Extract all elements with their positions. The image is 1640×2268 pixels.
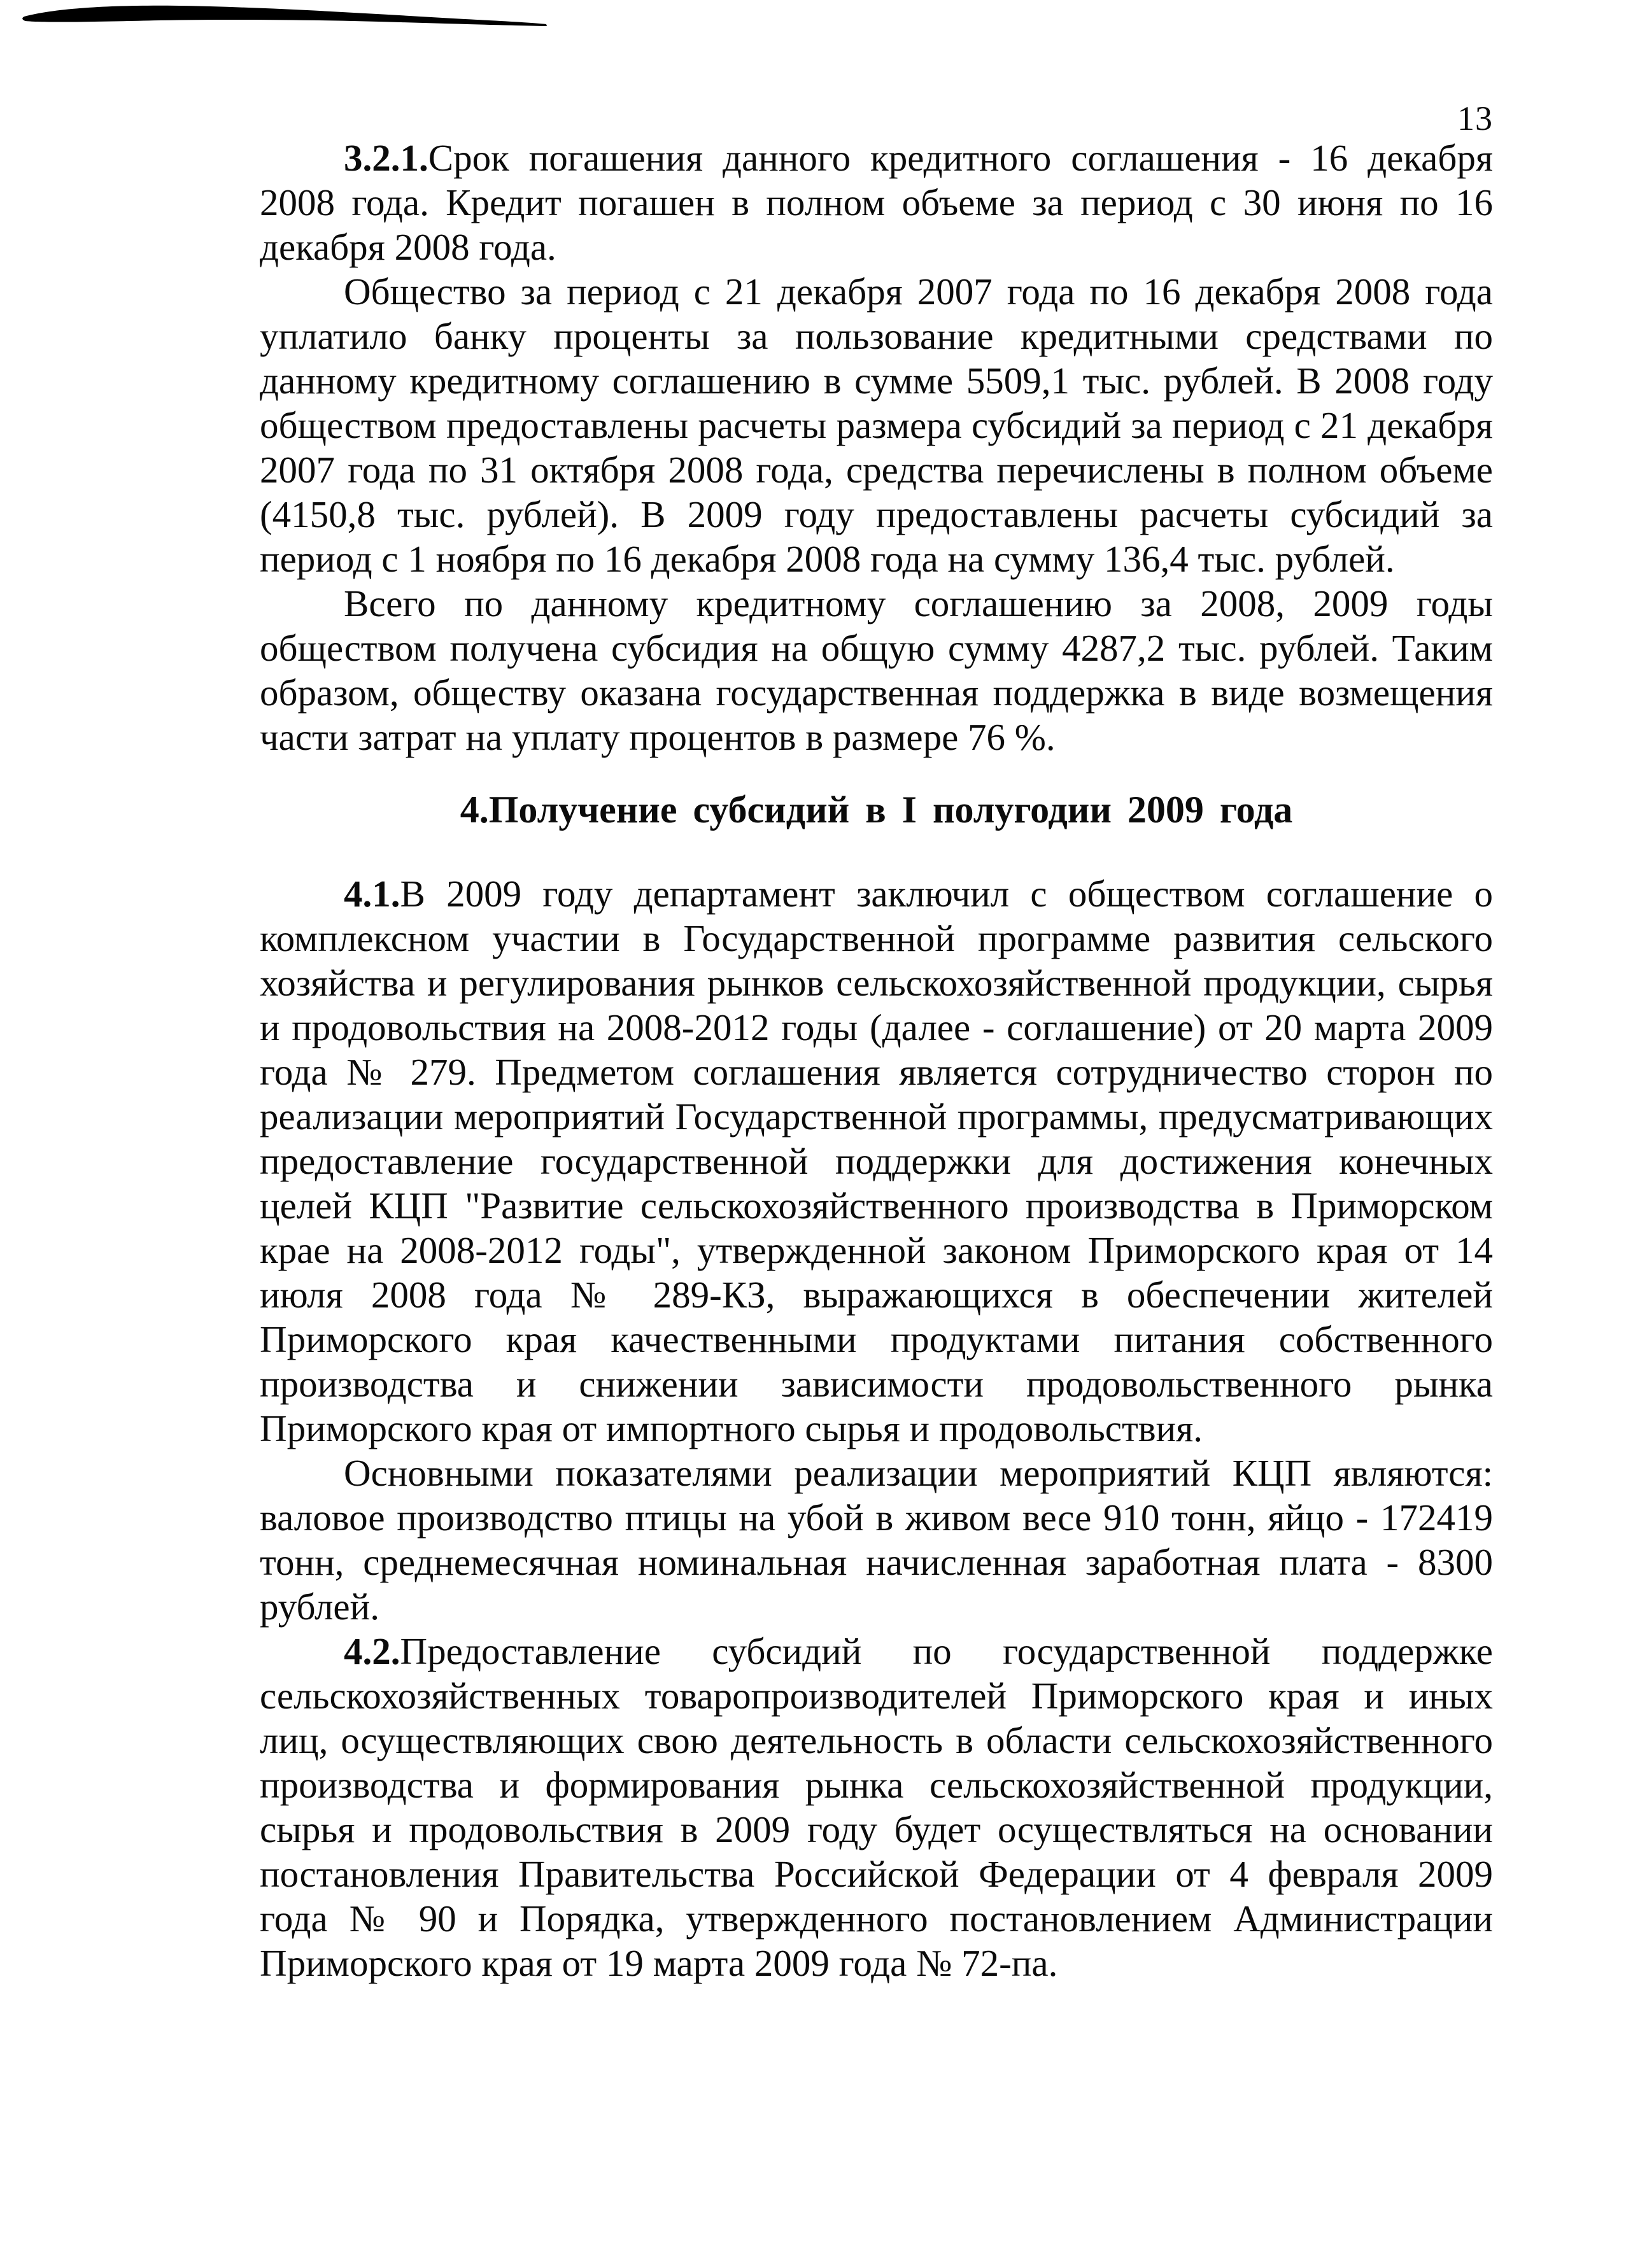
- paragraph-text: В 2009 году департамент заключил с обществом соглашение о комплексном участии в Государственной программе развития сельского хозяйства и регулирования рынков сельскохозяйственной продукции, сырья и продовольствия на 2008-2012 годы (далее - соглашение) от 20 марта 2009 года № 279. Предметом соглашения является сотрудничество сторон по реализации мероприятий Государственной программы, предусматривающих предоставление государственной поддержки для достижения конечных целей КЦП "Развитие сельскохозяйственного производства в Приморском крае на 2008-2012 годы", утвержденной законом Приморского края от 14 июля 2008 года № 289-КЗ, выражающихся в обеспечении жителей Приморского края качественными продуктами питания собственного производства и снижении зависимости продовольственного рынка Приморского края от импортного сырья и продовольствия.: [260, 873, 1493, 1449]
- document-body: [260, 136, 1493, 1985]
- section-heading-4: 4.Получение субсидий в I полугодии 2009 года: [460, 789, 1293, 831]
- clause-number-4-1: 4.1.: [344, 873, 400, 915]
- paragraph-credit-interest: [260, 269, 1493, 581]
- paragraph-4-2: [260, 1629, 1493, 1985]
- paragraph-text: Предоставление субсидий по государственной поддержке сельскохозяйственных товаропроизводителей Приморского края и иных лиц, осуществляющих свою деятельность в области сельскохозяйственного производства и формирования рынка сельскохозяйственной продукции, сырья и продовольствия в 2009 году будет осуществляться на основании постановления Правительства Российской Федерации от 4 февраля 2009 года № 90 и Порядка, утвержденного постановлением Администрации Приморского края от 19 марта 2009 года № 72-па.: [260, 1630, 1493, 1984]
- clause-number-3-2-1: 3.2.1.: [344, 137, 428, 179]
- page-number: 13: [1457, 99, 1493, 137]
- paragraph-3-2-1: [260, 136, 1493, 269]
- ink-smudge-artifact: [19, 0, 567, 38]
- paragraph-4-1: [260, 871, 1493, 1451]
- clause-number-4-2: 4.2.: [344, 1630, 400, 1672]
- paragraph-text: Срок погашения данного кредитного соглашения - 16 декабря 2008 года. Кредит погашен в полном объеме за период с 30 июня по 16 декабря 2008 года.: [260, 137, 1493, 268]
- paragraph-text: Основными показателями реализации мероприятий КЦП являются: валовое производство птицы на убой в живом весе 910 тонн, яйцо - 172419 тонн, среднемесячная номинальная начисленная заработная плата - 8300 рублей.: [260, 1452, 1493, 1628]
- paragraph-text: Общество за период с 21 декабря 2007 года по 16 декабря 2008 года уплатило банку проценты за пользование кредитными средствами по данному кредитному соглашению в сумме 5509,1 тыс. рублей. В 2008 году обществом предоставлены расчеты размера субсидий за период с 21 декабря 2007 года по 31 октября 2008 года, средства перечислены в полном объеме (4150,8 тыс. рублей). В 2009 году предоставлены расчеты субсидий за период с 1 ноября по 16 декабря 2008 года на сумму 136,4 тыс. рублей.: [260, 271, 1493, 580]
- paragraph-total-subsidy: [260, 581, 1493, 759]
- paragraph-text: Всего по данному кредитному соглашению за 2008, 2009 годы обществом получена субсидия на общую сумму 4287,2 тыс. рублей. Таким образом, обществу оказана государственная поддержка в виде возмещения части затрат на уплату процентов в размере 76 %.: [260, 582, 1493, 758]
- paragraph-kcp-indicators: [260, 1451, 1493, 1629]
